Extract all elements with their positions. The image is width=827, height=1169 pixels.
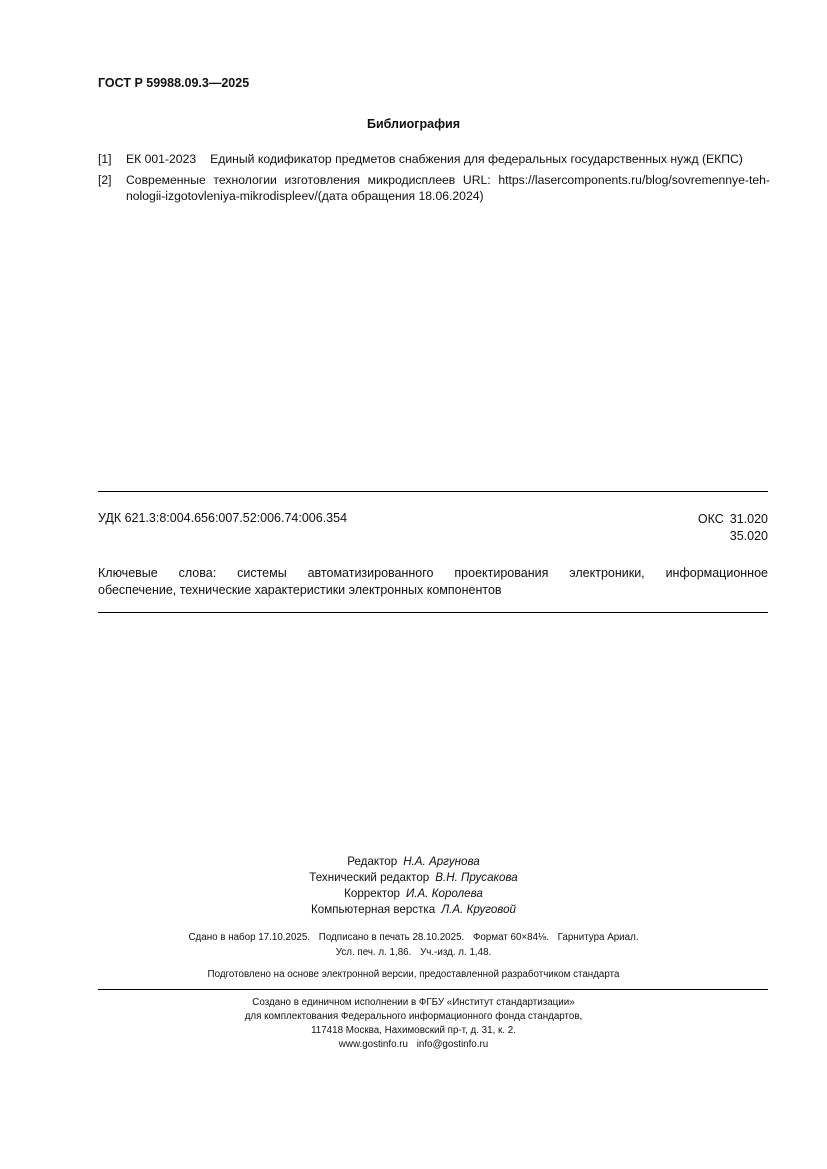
standard-code-header: ГОСТ Р 59988.09.3—2025 xyxy=(98,76,250,90)
divider-keywords xyxy=(98,612,768,613)
udk-code: УДК 621.3:8:004.656:007.52:006.74:006.354 xyxy=(98,511,348,525)
bibliography-entry-code: ЕК 001-2023 xyxy=(126,152,197,166)
credit-name: Л.А. Круговой xyxy=(441,903,516,916)
print-pub-sheets: Уч.-изд. л. 1,48. xyxy=(420,947,492,958)
publisher-email-link[interactable]: info@gostinfo.ru xyxy=(416,1039,489,1050)
keywords-line-1: Ключевые слова: системы автоматизированного проектирования электроники, информационное xyxy=(98,566,768,580)
credit-role: Редактор xyxy=(347,855,398,868)
credit-name: В.Н. Прусакова xyxy=(435,871,518,884)
publisher-line-2: для комплектования Федерального информационного фонда стандартов, xyxy=(244,1011,583,1022)
bibliography-entry-text: Современные технологии изготовления микродисплеев URL: https://lasercomponents.ru/blog/sovremennye-teh-nologii-izgotovleniya-mikrodispleev/(дата обращения 18.06.2024) xyxy=(126,173,770,203)
bibliography-entry-number: [1] xyxy=(98,152,112,166)
publisher-address: 117418 Москва, Нахимовский пр-т, д. 31, к. 2. xyxy=(311,1025,516,1036)
print-sheets: Усл. печ. л. 1,86. xyxy=(335,947,412,958)
credits-block xyxy=(0,854,827,918)
print-typeface: Гарнитура Ариал. xyxy=(557,932,639,943)
bibliography-entry-text: Единый кодификатор предметов снабжения для федеральных государственных нужд (ЕКПС) xyxy=(210,152,743,166)
credit-role: Корректор xyxy=(344,887,400,900)
credit-line-editor xyxy=(0,854,827,870)
print-signed: Подписано в печать 28.10.2025. xyxy=(318,932,465,943)
credit-role: Компьютерная верстка xyxy=(311,903,436,916)
oks-code-2: 35.020 xyxy=(729,529,768,543)
credit-name: Н.А. Аргунова xyxy=(403,855,480,868)
oks-codes xyxy=(698,511,768,545)
oks-label: ОКС xyxy=(697,512,724,526)
credit-line-proofreader xyxy=(0,886,827,902)
credit-line-layout xyxy=(0,902,827,918)
publisher-website-link[interactable]: www.gostinfo.ru xyxy=(338,1039,408,1050)
keywords-line-2: обеспечение, технические характеристики электронных компонентов xyxy=(98,583,502,597)
print-format: Формат 60×84⅛. xyxy=(472,932,549,943)
bibliography-entry-number: [2] xyxy=(98,173,112,187)
publisher-line-1: Создано в единичном исполнении в ФГБУ «Институт стандартизации» xyxy=(252,997,575,1008)
prepared-note: Подготовлено на основе электронной версии, предоставленной разработчиком стандарта xyxy=(207,969,620,980)
divider-bottom xyxy=(98,989,768,990)
keywords xyxy=(98,565,768,599)
bibliography-title: Библиография xyxy=(366,117,461,131)
print-submitted: Сдано в набор 17.10.2025. xyxy=(188,932,311,943)
print-info xyxy=(0,930,827,960)
publisher-info xyxy=(0,996,827,1052)
divider-top xyxy=(98,491,768,492)
oks-code-1: 31.020 xyxy=(729,512,768,526)
credit-role: Технический редактор xyxy=(309,871,430,884)
credit-line-tech-editor xyxy=(0,870,827,886)
credit-name: И.А. Королева xyxy=(405,887,483,900)
